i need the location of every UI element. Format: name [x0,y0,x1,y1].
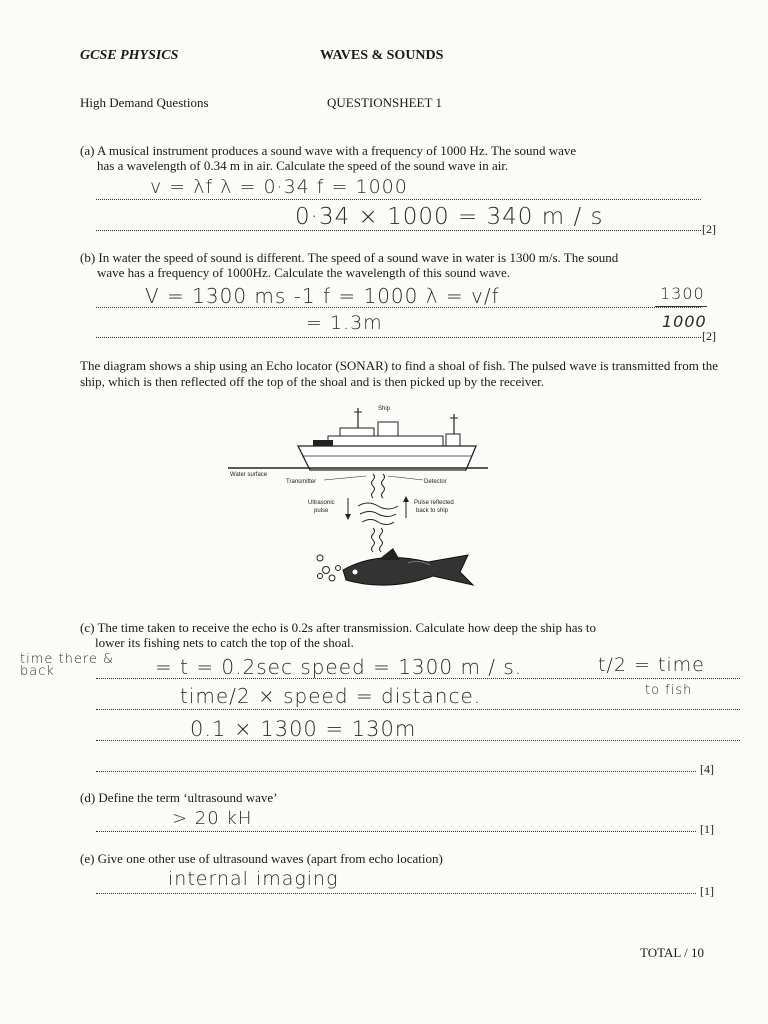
question-a-line2: has a wavelength of 0.34 m in air. Calculate the speed of the sound wave in air. [97,158,509,173]
marks-d: [1] [700,822,714,836]
handwritten-answer-c1b: t/2 = time [598,654,705,676]
svg-text:back to ship: back to ship [416,508,449,514]
answer-line [96,709,740,710]
handwritten-answer-c2: time/2 × speed = distance. [180,684,482,708]
answer-line [96,337,701,338]
marks-e: [1] [700,884,714,898]
answer-line [96,740,740,741]
question-b-line1: (b) In water the speed of sound is different. The speed of a sound wave in water is 1300 m/s. The sound [80,250,619,265]
reflected-label: Pulse reflected [414,500,454,506]
question-c-line2: lower its fishing nets to catch the top of the shoal. [95,635,354,650]
diagram-intro: The diagram shows a ship using an Echo locator (SONAR) to find a shoal of fish. The pulsed wave is transmitted from the ship, which is then reflected off the top of the shoal and is then picked up by the receiver. [80,358,718,389]
question-a-line1: (a) A musical instrument produces a sound wave with a frequency of 1000 Hz. The sound wave [80,143,577,158]
question-c-line1: (c) The time taken to receive the echo is 0.2s after transmission. Calculate how deep the ship has to [80,620,596,635]
handwritten-answer-c1c: to fish [645,683,693,698]
ship-label: Ship [378,406,391,412]
sheet-label: QUESTIONSHEET 1 [327,95,442,110]
answer-line [96,831,696,832]
transmitter-label: Transmitter [286,479,317,485]
level-label: High Demand Questions [80,95,209,110]
handwritten-answer-a1: v = λf λ = 0·34 f = 1000 [150,176,408,198]
total-label: TOTAL / 10 [640,945,704,960]
subject-title: GCSE PHYSICS [80,48,179,63]
answer-line [96,199,701,200]
pulse-label: Ultrasonic [308,500,335,506]
handwritten-answer-b1: V = 1300 ms -1 f = 1000 λ = v/f [145,284,500,308]
svg-text:pulse: pulse [314,508,329,514]
handwritten-answer-c3: 0.1 × 1300 = 130m [190,717,417,741]
handwritten-answer-a2: 0·34 × 1000 = 340 m / s [295,204,604,230]
handwritten-margin-note: time there & back [20,652,115,679]
handwritten-answer-d: > 20 kH [172,808,253,829]
marks-c: [4] [700,762,714,776]
handwritten-answer-c1: = t = 0.2sec speed = 1300 m / s. [155,655,523,679]
marks-b: [2] [702,329,716,343]
handwritten-answer-e: internal imaging [168,868,339,890]
handwritten-answer-b2: = 1.3m [306,312,383,334]
answer-line [96,678,740,679]
topic-title: WAVES & SOUNDS [320,48,444,63]
answer-line [96,893,696,894]
detector-label: Detector [424,479,447,485]
water-surface-label: Water surface [230,472,268,478]
answer-line [96,230,701,231]
question-e-line1: (e) Give one other use of ultrasound waves (apart from echo location) [80,851,443,866]
question-d-line1: (d) Define the term ‘ultrasound wave’ [80,790,278,805]
sonar-diagram [228,400,488,605]
answer-line [96,771,696,772]
question-b-line2: wave has a frequency of 1000Hz. Calculate the wavelength of this sound wave. [97,265,510,280]
fraction-bar [655,306,707,307]
handwritten-fraction-top: 1300 [660,284,705,303]
marks-a: [2] [702,222,716,236]
handwritten-fraction-bottom: 1000 [662,312,707,331]
